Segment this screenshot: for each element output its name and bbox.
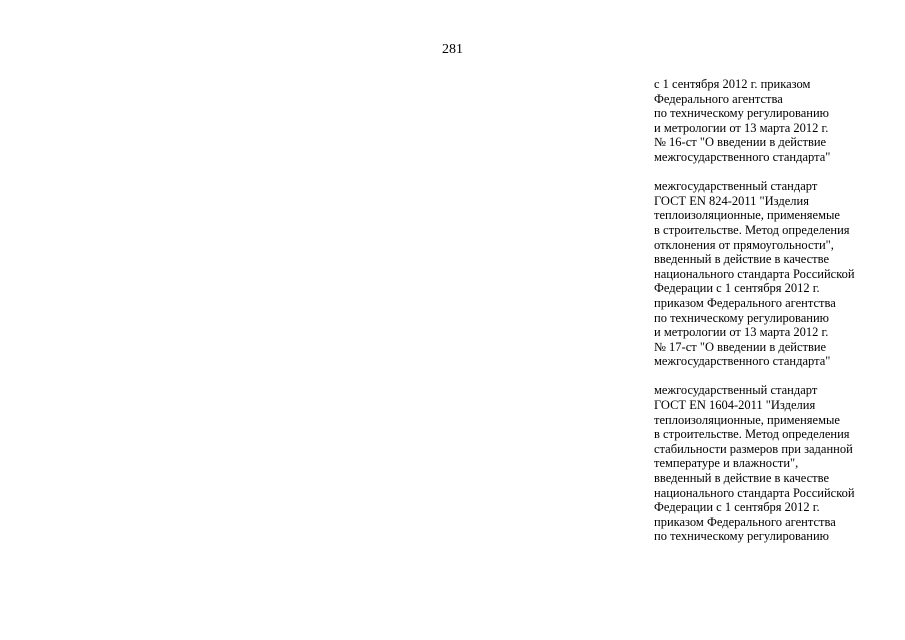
- text-line: № 17-ст "О введении в действие: [654, 339, 827, 354]
- text-line: Федерации с 1 сентября 2012 г.: [654, 500, 820, 515]
- text-line: Федерального агентства: [654, 91, 783, 106]
- text-line: ГОСТ EN 824-2011 "Изделия: [654, 193, 809, 208]
- text-block-gost-en-1604: [654, 383, 899, 544]
- text-line: межгосударственный стандарт: [654, 179, 818, 194]
- text-line: с 1 сентября 2012 г. приказом: [654, 77, 811, 91]
- document-text-column: [654, 77, 899, 559]
- text-line: и метрологии от 13 марта 2012 г.: [654, 120, 829, 135]
- text-line: в строительстве. Метод определения: [654, 222, 850, 237]
- text-line: введенный в действие в качестве: [654, 471, 830, 486]
- text-line: межгосударственный стандарт: [654, 383, 818, 398]
- text-line: межгосударственного стандарта": [654, 149, 831, 164]
- text-line: в строительстве. Метод определения: [654, 427, 850, 442]
- text-line: ГОСТ EN 1604-2011 "Изделия: [654, 398, 816, 413]
- text-block-gost-en-824: [654, 179, 899, 369]
- text-line: по техническому регулированию: [654, 529, 830, 544]
- text-line: по техническому регулированию: [654, 310, 830, 325]
- text-line: национального стандарта Российской: [654, 266, 855, 281]
- text-line: Федерации с 1 сентября 2012 г.: [654, 281, 820, 296]
- text-line: введенный в действие в качестве: [654, 252, 830, 267]
- text-line: № 16-ст "О введении в действие: [654, 135, 827, 150]
- text-line: приказом Федерального агентства: [654, 514, 836, 529]
- text-line: температуре и влажности",: [654, 456, 799, 471]
- text-line: национального стандарта Российской: [654, 485, 855, 500]
- text-line: межгосударственного стандарта": [654, 354, 831, 369]
- text-line: и метрологии от 13 марта 2012 г.: [654, 325, 829, 340]
- text-line: по техническому регулированию: [654, 106, 830, 121]
- text-line: теплоизоляционные, применяемые: [654, 208, 840, 223]
- text-line: приказом Федерального агентства: [654, 295, 836, 310]
- text-line: стабильности размеров при заданной: [654, 441, 853, 456]
- text-line: теплоизоляционные, применяемые: [654, 412, 840, 427]
- text-block-enactment-16st: [654, 77, 899, 165]
- text-line: отклонения от прямоугольности",: [654, 237, 834, 252]
- page-number: 281: [442, 42, 463, 57]
